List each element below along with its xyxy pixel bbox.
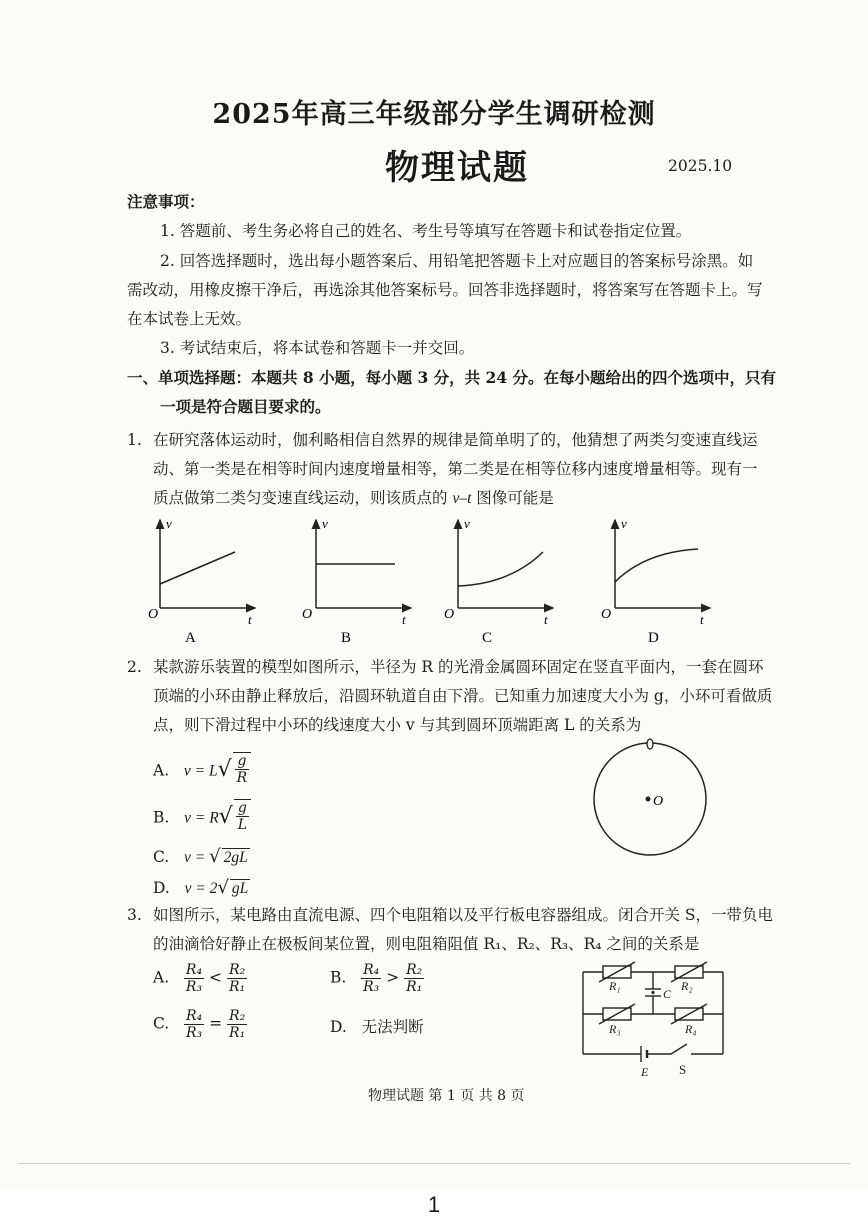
label-r1: R₁ <box>609 979 621 993</box>
graph-c-curve <box>458 552 543 586</box>
graph-label-d: D <box>648 630 659 646</box>
label-s: S <box>679 1062 687 1077</box>
option-c: C. v = √ 2gL <box>153 846 248 867</box>
axis-label-v: v <box>166 516 172 531</box>
option-label: C. <box>153 848 170 866</box>
option-label: B. <box>330 968 347 987</box>
origin-label: O <box>601 607 612 622</box>
graph-b <box>302 516 411 646</box>
fraction-numerator: R₂ <box>228 962 246 978</box>
label-e: E <box>641 1065 649 1079</box>
fraction-numerator: R₄ <box>186 1008 203 1024</box>
option-c <box>153 1008 247 1041</box>
exam-date: 2025.10 <box>668 157 733 175</box>
question-number: 2. <box>127 658 142 676</box>
notice-item-1: 1. 答题前、考生务必将自己的姓名、考生号等填写在答题卡和试卷指定位置。 <box>160 222 692 240</box>
option-a <box>153 962 247 995</box>
question-text: 如图所示，某电路由直流电源、四个电阻箱以及平行板电容器组成。闭合开关 S，一带负电 <box>153 906 774 924</box>
option-label: C. <box>153 1014 170 1033</box>
axis-label-t: t <box>402 612 406 627</box>
question-text <box>153 488 554 509</box>
label-c: C <box>663 987 672 1001</box>
notice-item-3: 3. 考试结束后，将本试卷和答题卡一并交回。 <box>160 339 475 357</box>
fraction-numerator: R₂ <box>406 962 423 978</box>
graph-label-b: B <box>341 630 352 646</box>
page-footer: 物理试题 第 1 页 共 8 页 <box>368 1088 525 1104</box>
question-text: 点，则下滑过程中小环的线速度大小 v 与其到圆环顶端距离 L 的关系为 <box>153 716 642 734</box>
section-heading: 一、单项选择题：本题共 8 小题，每小题 3 分，共 24 分。在每小题给出的四个选项中，只有 <box>127 368 777 387</box>
option-label: D. <box>330 1018 347 1036</box>
option-b <box>330 962 424 995</box>
graph-label-a: A <box>185 630 196 646</box>
axis-label-t: t <box>544 612 548 627</box>
option-text: 无法判断 <box>361 1018 424 1036</box>
fraction-denominator: R <box>236 770 248 786</box>
question-number: 1. <box>127 431 142 449</box>
question-text: 某款游乐装置的模型如图所示，半径为 R 的光滑金属圆环固定在竖直平面内，一套在圆环 <box>153 658 764 676</box>
fraction-numerator: g <box>235 753 250 770</box>
axis-label-v: v <box>322 516 328 531</box>
circuit-diagram <box>575 958 730 1080</box>
axis-label-v: v <box>621 516 627 531</box>
option-label: D. <box>153 879 170 897</box>
relation-symbol: < <box>209 968 222 987</box>
fraction-numerator: R₄ <box>363 962 380 978</box>
notice-item-2-cont: 需改动，用橡皮擦干净后，再选涂其他答案标号。回答非选择题时，将答案写在答题卡上。写 <box>127 281 763 299</box>
graph-a-curve <box>160 552 235 584</box>
question-text: 动、第一类是在相等时间内速度增量相等，第二类是在相等位移内速度增量相等。现有一 <box>153 460 758 478</box>
radicand: 2gL <box>223 849 248 866</box>
option-a: A. v = L √ $\frac{g}{R}$ <box>153 752 251 786</box>
question-text-part: 质点做第二类匀变速直线运动，则该质点的 <box>153 489 453 507</box>
axis-label-t: t <box>700 612 704 627</box>
graph-c <box>444 516 553 646</box>
vt-symbol: v–t <box>452 490 472 507</box>
fraction-numerator: g <box>236 800 249 817</box>
relation-symbol: = <box>209 1014 223 1033</box>
graph-d-curve <box>615 549 698 582</box>
center-dot <box>646 797 651 802</box>
origin-label: O <box>302 607 313 622</box>
small-ring <box>647 739 653 749</box>
question-number: 3. <box>127 906 142 924</box>
fraction-denominator: R₁ <box>406 979 423 995</box>
relation-symbol: > <box>386 968 400 987</box>
question-text: 的油滴恰好静止在极板间某位置，则电阻箱阻值 R₁、R₂、R₃、R₄ 之间的关系是 <box>153 935 700 953</box>
option-label: B. <box>153 808 170 827</box>
notice-item-2-cont: 在本试卷上无效。 <box>127 310 252 328</box>
axis-label-v: v <box>464 516 470 531</box>
option-label: A. <box>153 761 170 780</box>
radicand: gL <box>231 880 249 897</box>
notice-heading: 注意事项： <box>127 192 205 211</box>
fraction-denominator: R₁ <box>228 979 246 995</box>
fraction-denominator: R₃ <box>363 979 380 995</box>
switch <box>671 1044 687 1054</box>
section-heading-cont: 一项是符合题目要求的。 <box>160 397 331 416</box>
notice-item-2: 2. 回答选择题时，选出每小题答案后、用铅笔把答题卡上对应题目的答案标号涂黑。如 <box>160 252 754 270</box>
center-label: O <box>653 794 664 809</box>
option-lhs: v = <box>184 849 210 866</box>
graph-d <box>601 516 710 646</box>
subject-title: 物理试题 <box>385 148 529 188</box>
fraction-denominator: L <box>237 817 247 833</box>
label-r4: R₄ <box>685 1022 697 1036</box>
question-text: 顶端的小环由静止释放后，沿圆环轨道自由下滑。已知重力加速度大小为 g，小环可看做质 <box>153 687 773 705</box>
fraction-denominator: R₁ <box>229 1025 246 1041</box>
question-text-part: 图像可能是 <box>471 489 554 507</box>
option-lhs: v = 2 <box>184 880 218 897</box>
page-divider <box>18 1163 850 1164</box>
option-lhs: v = R <box>184 809 219 827</box>
origin-label: O <box>148 607 159 622</box>
option-d: D. v = 2√ gL <box>153 877 249 898</box>
vt-graphs <box>140 512 740 652</box>
fraction-denominator: R₃ <box>186 1025 203 1041</box>
option-label: A. <box>153 968 170 987</box>
fraction-numerator: R₄ <box>185 962 203 978</box>
axis-label-t: t <box>248 612 252 627</box>
option-d <box>330 1015 424 1037</box>
origin-label: O <box>444 607 455 622</box>
exam-title: 2025年高三年级部分学生调研检测 <box>212 99 656 130</box>
label-r2: R₂ <box>681 979 693 993</box>
fraction-numerator: R₂ <box>229 1008 246 1024</box>
fraction-denominator: R₃ <box>185 979 203 995</box>
oil-drop <box>651 991 654 994</box>
ring-diagram <box>590 735 715 860</box>
page-number: 1 <box>427 1192 441 1217</box>
option-lhs: v = L <box>183 762 218 780</box>
option-b: B. v = R √ $\frac{g}{L}$ <box>153 799 251 833</box>
graph-a <box>148 516 255 646</box>
graph-label-c: C <box>482 630 493 646</box>
label-r3: R₃ <box>609 1022 621 1036</box>
question-text: 在研究落体运动时，伽利略相信自然界的规律是简单明了的，他猜想了两类匀变速直线运 <box>153 431 758 449</box>
